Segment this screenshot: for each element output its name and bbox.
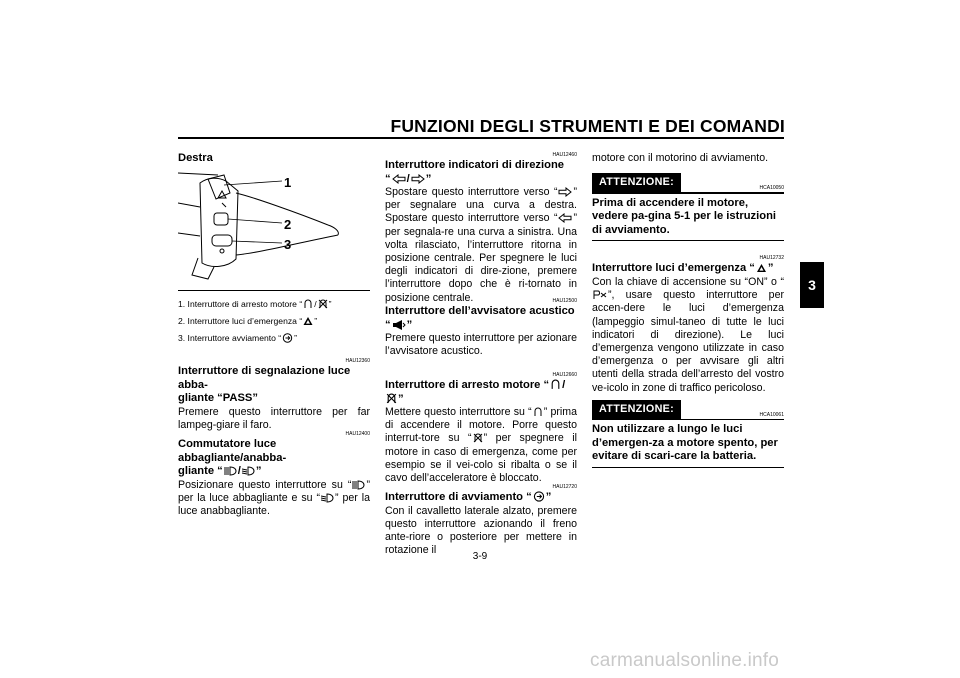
section-title: Destra [178, 152, 213, 164]
figure-captions [178, 296, 370, 347]
caption-2: 2. Interruttore luci d’emergenza “ ” [178, 316, 318, 326]
turn-signal-section [385, 152, 577, 305]
engine-run-icon [550, 379, 561, 390]
engine-stop-icon [473, 433, 483, 443]
hazard-section [592, 255, 784, 394]
caption-rule [178, 290, 370, 291]
dimmer-section [178, 431, 370, 518]
column3 [592, 152, 784, 468]
callout-3: 3 [284, 237, 292, 252]
starter-body-continued: motore con il motorino di avviamento. [592, 152, 769, 164]
attention-label: ATTENZIONE: [592, 400, 681, 419]
hazard-body: Con la chiave di accensione su “ON” o “”, usare questo interruttore per accen-dere le luci d’emergenza (lampeggio simul-taneo di tutte le luci indicatori di direzione). Le luci d’emergenza vengono utilizzate in caso d’emergenza o per avvisare gli altri utenti della strada dell’arresto del vostro ve-icolo in zone di traffico pericoloso. [592, 275, 784, 394]
parking-key-icon [593, 290, 607, 300]
turn-heading-line1: Interruttore indicatori di direzione [385, 159, 565, 171]
pass-body: Premere questo interruttore per far lampeg-giare il faro. [178, 405, 370, 431]
dimmer-code: HAU12400 [345, 431, 370, 437]
engine-stop-icon [386, 393, 397, 404]
attention-box-2 [592, 400, 784, 468]
handlebar-switch-drawing [178, 163, 370, 283]
attention-code: HCA10061 [759, 411, 784, 418]
horn-body: Premere questo interruttore per azionare l’avvisatore acustico. [385, 332, 577, 358]
page-header-title: FUNZIONI DEGLI STRUMENTI E DEI COMANDI [390, 116, 785, 136]
engine-stop-icon [318, 299, 328, 309]
starter-section [385, 484, 577, 557]
attention-text: Non utilizzare a lungo le luci d’emergen-za a motore spento, per evitare di scari-care la batteria. [592, 423, 778, 463]
starter-code: HAU12720 [552, 484, 577, 490]
high-beam-icon [352, 480, 365, 490]
kill-heading: Interruttore di arresto motore “ /” [385, 379, 566, 405]
low-beam-icon [242, 466, 255, 476]
horn-code: HAU12500 [552, 298, 577, 304]
attention-label: ATTENZIONE: [592, 173, 681, 192]
caption-1: 1. Interruttore di arresto motore “ / ” [178, 299, 332, 309]
starter-icon [533, 491, 545, 502]
turn-heading-line2: “ / ” [385, 172, 432, 185]
horn-icon [392, 320, 406, 330]
turn-left-icon [392, 174, 406, 184]
footer-watermark: carmanualsonline.info [590, 650, 780, 671]
page-number: 3-9 [472, 551, 488, 562]
caption-3: 3. Interruttore avviamento “ ” [178, 333, 298, 343]
dimmer-heading-line1: Commutatore luce abbagliante/anabba- [178, 438, 287, 464]
starter-body: Con il cavalletto laterale alzato, premere questo interruttore azionando il freno ante-riore o posteriore per mettere in rotazione il [385, 504, 577, 557]
attention-rule-bottom [592, 467, 784, 468]
attention-text: Prima di accendere il motore, vedere pa-gina 5-1 per le istruzioni di avviamento. [592, 196, 777, 236]
horn-heading-line2: “ ” [385, 318, 413, 331]
dimmer-heading-line2: gliante “ / ” [178, 465, 262, 477]
engine-run-icon [303, 299, 313, 309]
kill-code: HAU12660 [552, 372, 577, 378]
hazard-heading: Interruttore luci d’emergenza “ ” [592, 262, 774, 275]
turn-code: HAU12460 [552, 152, 577, 158]
hazard-triangle-icon [303, 316, 313, 326]
hazard-triangle-icon [756, 263, 767, 273]
turn-left-icon [558, 213, 572, 223]
starter-heading: Interruttore di avviamento “ ” [385, 491, 552, 503]
pass-heading-line2: gliante “PASS” [178, 392, 258, 404]
attention-code: HCA10050 [759, 185, 784, 192]
attention-box-1 [592, 173, 784, 241]
chapter-tab: 3 [800, 262, 824, 308]
engine-run-icon [533, 407, 543, 417]
hazard-code: HAU12732 [759, 255, 784, 262]
turn-body: Spostare questo interruttore verso “ ” per segnalare una curva a destra. Spostare questo interruttore verso “ ” per segnala-re una curva a sinistra. Una volta rilasciato, l’interruttore ritorna in posizione centrale. Per spegnere le luci degli indicatori di dire-zione, premere l’interruttore dopo che è ri-tornato in posizione centrale. [385, 186, 577, 304]
pass-code: HAU12360 [345, 358, 370, 364]
horn-heading-line1: Interruttore dell’avvisatore acustico [385, 305, 575, 317]
pass-heading-line1: Interruttore di segnalazione luce abba- [178, 365, 351, 391]
starter-icon [282, 333, 293, 343]
handlebar-switch-figure [178, 163, 370, 283]
callout-1: 1 [284, 175, 292, 190]
turn-right-icon [558, 187, 572, 197]
dimmer-body: Posizionare questo interruttore su “ ” per la luce abbagliante e su “ ” per la luce anabbagliante. [178, 478, 370, 517]
kill-body: Mettere questo interruttore su “ ” prima di accendere il motore. Porre questo interrut-tore su “ ” per spegnere il motore in caso di emergenza, come per esempio se il vei-colo si ribalta o se il cavo dell’acceleratore è bloccato. [385, 406, 577, 485]
header-rule [178, 137, 784, 139]
high-beam-icon [224, 466, 237, 476]
horn-section [385, 298, 577, 358]
low-beam-icon [321, 493, 334, 503]
pass-section [178, 358, 370, 432]
kill-switch-section [385, 372, 577, 485]
callout-2: 2 [284, 217, 292, 232]
turn-right-icon [411, 174, 425, 184]
